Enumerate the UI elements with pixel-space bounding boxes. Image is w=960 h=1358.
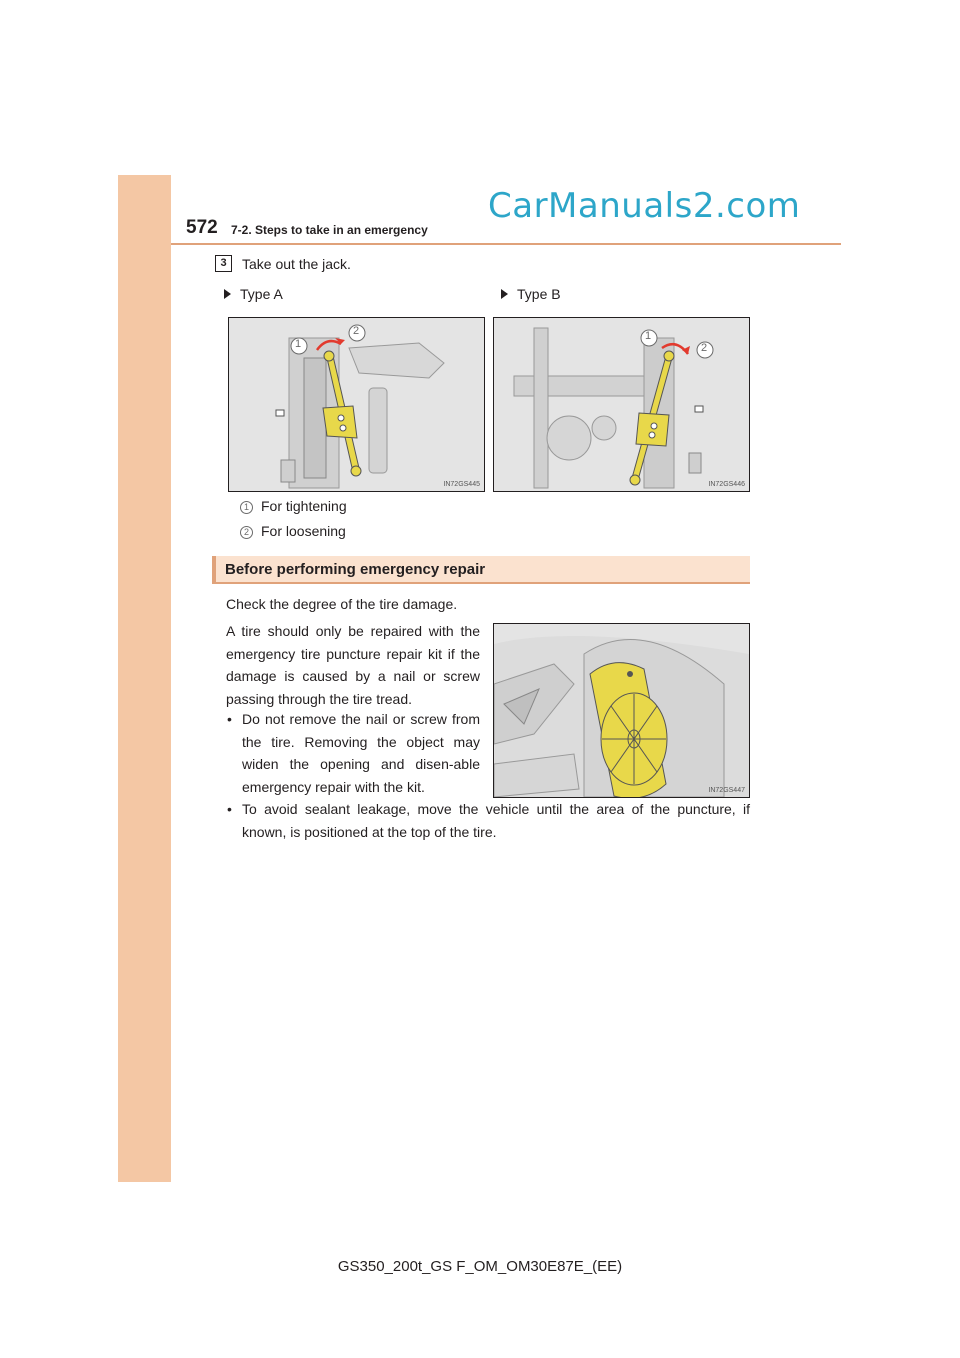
step-text: Take out the jack. xyxy=(242,256,351,272)
bullet-dot: • xyxy=(227,711,232,727)
callout-2-marker: 2 xyxy=(701,342,708,354)
callout-2-text: For loosening xyxy=(261,523,346,539)
callout-1-marker: 1 xyxy=(645,330,652,342)
step-number-badge: 3 xyxy=(215,255,232,272)
bullet-1-text: Do not remove the nail or screw from the tire. Removing the object may widen the opening and disen-able emergency repair with the kit. xyxy=(242,711,480,795)
chapter-sidebar xyxy=(118,175,171,1182)
watermark: CarManuals2.com xyxy=(488,186,801,226)
figure-code: IN72GS445 xyxy=(443,481,480,488)
jack-type-a-illustration xyxy=(229,318,484,491)
section-title: 7-2. Steps to take in an emergency xyxy=(231,223,428,237)
bullet-item-1 xyxy=(227,708,480,798)
page-footer: GS350_200t_GS F_OM_OM30E87E_(EE) xyxy=(337,1258,623,1275)
figure-tire-damage xyxy=(493,623,750,798)
jack-type-b-illustration xyxy=(494,318,749,491)
repair-paragraph: A tire should only be repaired with the emergency tire puncture repair kit if the damage is caused by a nail or screw passing through the tire tread. xyxy=(226,623,480,707)
triangle-bullet-icon xyxy=(224,289,231,299)
triangle-bullet-icon xyxy=(501,289,508,299)
callout-1-badge: 1 xyxy=(240,501,253,514)
callout-1-text: For tightening xyxy=(261,498,347,514)
subsection-title: Before performing emergency repair xyxy=(225,561,486,578)
header-divider xyxy=(171,243,841,245)
figure-jack-type-b xyxy=(493,317,750,492)
figure-jack-type-a xyxy=(228,317,485,492)
callout-1-marker: 1 xyxy=(295,338,302,350)
type-a-label-text: Type A xyxy=(240,286,283,302)
figure-code: IN72GS446 xyxy=(708,481,745,488)
intro-text: Check the degree of the tire damage. xyxy=(226,596,458,612)
figure-code: IN72GS447 xyxy=(708,787,745,794)
bullet-item-2 xyxy=(227,798,750,843)
bullet-2-text: To avoid sealant leakage, move the vehicle until the area of the puncture, if known, is positioned at the top of the tire. xyxy=(242,801,750,840)
subsection-header xyxy=(212,556,750,584)
callout-2-badge: 2 xyxy=(240,526,253,539)
bullet-dot: • xyxy=(227,801,232,817)
type-b-label xyxy=(501,286,561,302)
page-number: 572 xyxy=(186,217,218,238)
tire-illustration xyxy=(494,624,749,797)
callout-2-marker: 2 xyxy=(353,325,360,337)
type-a-label xyxy=(224,286,283,302)
type-b-label-text: Type B xyxy=(517,286,561,302)
